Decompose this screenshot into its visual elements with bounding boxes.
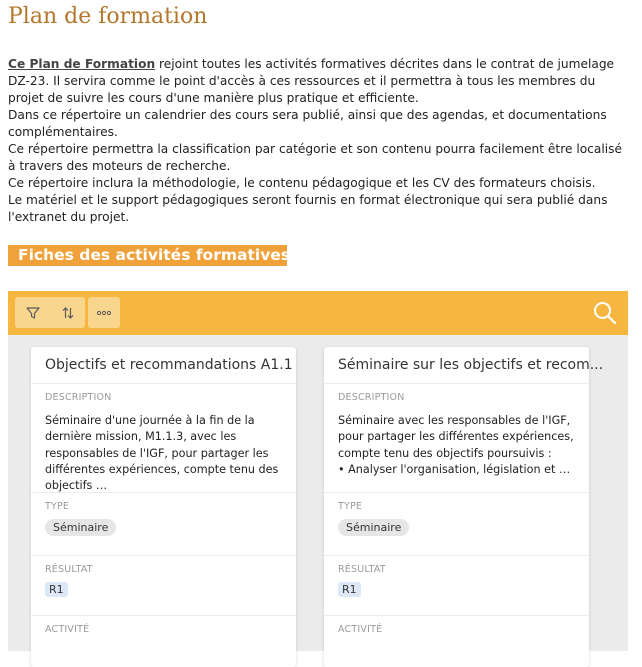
sort-button[interactable] xyxy=(50,297,85,328)
sort-icon xyxy=(61,306,75,320)
card-title: Objectifs et recommandations A1.1 xyxy=(31,347,296,384)
type-field xyxy=(324,493,589,556)
field-label: DESCRIPTION xyxy=(338,392,405,403)
activity-field xyxy=(324,616,589,656)
result-tag: R1 xyxy=(338,582,361,597)
intro-line-5: Le matériel et le support pédagogiques seront fournis en format électronique qui sera publié dans l'extranet du projet. xyxy=(8,193,608,224)
activity-card[interactable] xyxy=(31,347,296,667)
activity-field xyxy=(31,616,296,656)
search-button[interactable] xyxy=(592,300,618,326)
field-label: ACTIVITÉ xyxy=(338,624,383,635)
result-field xyxy=(31,556,296,616)
type-field xyxy=(31,493,296,556)
page-title: Plan de formation xyxy=(8,4,208,29)
more-icon xyxy=(96,310,112,316)
intro-line-4: Ce répertoire inclura la méthodologie, le contenu pédagogique et les CV des formateurs choisis. xyxy=(8,176,596,190)
type-pill: Séminaire xyxy=(338,519,409,536)
result-field xyxy=(324,556,589,616)
more-button[interactable] xyxy=(88,297,120,328)
activities-gallery xyxy=(8,291,628,651)
description-text: Séminaire d'une journée à la fin de la dernière mission, M1.1.3, avec les responsables de l'IGF, pour partager les différentes expériences, compte tenu des objectifs … xyxy=(45,414,279,493)
card-title: Séminaire sur les objectifs et recom... xyxy=(324,347,589,384)
result-tag: R1 xyxy=(45,582,68,597)
intro-line-2: Dans ce répertoire un calendrier des cours sera publié, ainsi que des agendas, et documentations complémentaires. xyxy=(8,108,607,139)
field-label: ACTIVITÉ xyxy=(45,624,90,635)
filter-sort-group xyxy=(15,297,85,328)
field-label: RÉSULTAT xyxy=(338,564,386,575)
filter-button[interactable] xyxy=(15,297,50,328)
intro-line-3: Ce répertoire permettra la classification par catégorie et son contenu pourra facilement être localisé à travers des moteurs de recherche. xyxy=(8,142,622,173)
intro-line-1: rejoint toutes les activités formatives décrites dans le contrat de jumelage DZ-23. Il servira comme le point d'accès à ces ressources et il permettra à tous les membres du projet de suivre les cours d'une manière plus pratique et efficiente. xyxy=(8,57,615,105)
description-text: Séminaire avec les responsables de l'IGF, pour partager les différentes expériences, compte tenu des objectifs poursuivis : • Analyser l'organisation, législation et … xyxy=(338,414,574,476)
section-title: Fiches des activités formatives xyxy=(8,245,287,266)
description-field xyxy=(324,384,589,493)
field-label: RÉSULTAT xyxy=(45,564,93,575)
intro-paragraph-1 xyxy=(8,56,632,107)
search-icon xyxy=(592,300,618,326)
field-label: DESCRIPTION xyxy=(45,392,112,403)
filter-icon xyxy=(26,306,40,320)
plan-formation-link[interactable]: Ce Plan de Formation xyxy=(8,57,156,71)
activity-card[interactable] xyxy=(324,347,604,667)
field-label: TYPE xyxy=(45,501,70,512)
type-pill: Séminaire xyxy=(45,519,116,536)
gallery-toolbar xyxy=(8,291,628,335)
field-label: TYPE xyxy=(338,501,363,512)
description-field xyxy=(31,384,296,493)
intro-text xyxy=(8,56,632,226)
